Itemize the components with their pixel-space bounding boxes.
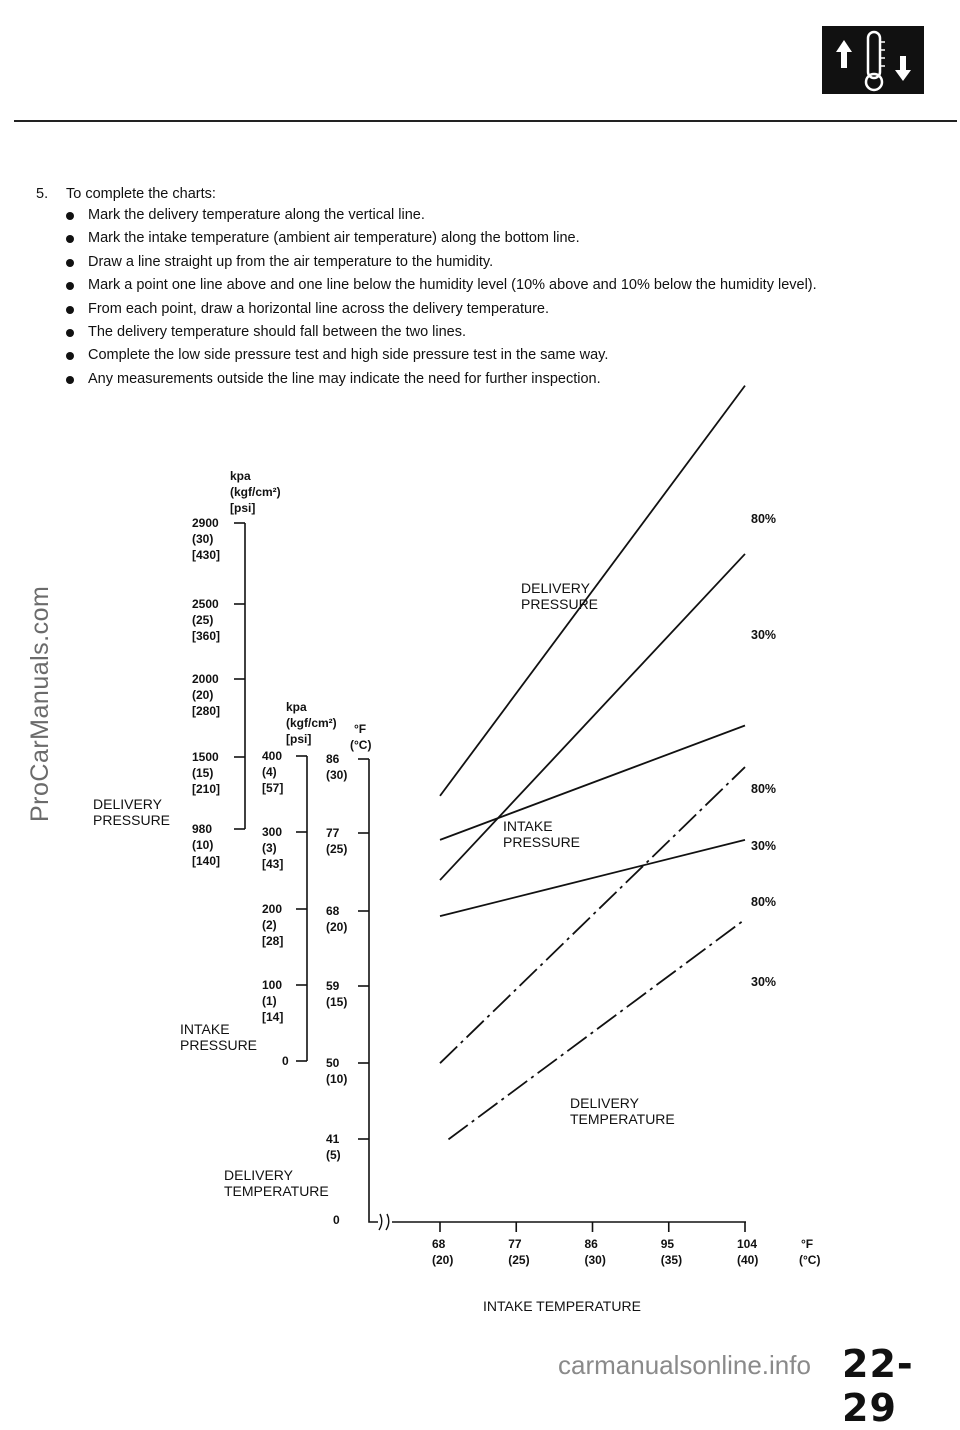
side-watermark: ProCarManuals.com <box>26 585 54 822</box>
delivery-pressure-unit: [psi] <box>230 501 256 515</box>
series-line <box>440 767 745 1063</box>
list-item-text: Mark the delivery temperature along the vertical line. <box>88 207 425 223</box>
region-label-intake-pressure: INTAKE <box>503 818 553 834</box>
series-line <box>440 840 745 916</box>
delivery-pressure-tick-label: (15) <box>192 766 214 780</box>
series-label: 30% <box>751 839 777 853</box>
intake-pressure-tick-label: 100 <box>262 978 283 992</box>
x-axis-tick-label: (30) <box>584 1253 606 1267</box>
series-label: 80% <box>751 895 777 909</box>
delivery-temperature-tick-label: (25) <box>326 842 348 856</box>
region-label-intake-pressure: PRESSURE <box>503 834 581 850</box>
delivery-temperature-tick-label: 77 <box>326 826 340 840</box>
x-axis-tick-label: 86 <box>584 1237 598 1251</box>
list-item-text: Complete the low side pressure test and high side pressure test in the same way. <box>88 347 609 364</box>
delivery-pressure-tick-label: [140] <box>192 854 221 868</box>
delivery-temperature-axis-label: TEMPERATURE <box>224 1183 329 1199</box>
intake-pressure-axis-label: PRESSURE <box>180 1037 258 1053</box>
step-number: 5. <box>36 186 49 202</box>
intake-pressure-tick-label: (3) <box>262 841 277 855</box>
x-axis-tick-label: 77 <box>508 1237 522 1251</box>
x-axis-tick-label: 104 <box>737 1237 758 1251</box>
delivery-pressure-tick-label: [210] <box>192 782 221 796</box>
series-label: 80% <box>751 512 777 526</box>
list-item-text: Any measurements outside the line may indicate the need for further inspection. <box>88 370 601 387</box>
delivery-temperature-tick-label: 59 <box>326 979 340 993</box>
intake-pressure-tick-label: (4) <box>262 765 277 779</box>
intake-pressure-tick-label: [28] <box>262 934 284 948</box>
bottom-watermark: carmanualsonline.info <box>558 1350 811 1380</box>
delivery-temperature-tick-label: 50 <box>326 1056 340 1070</box>
x-axis-tick-label: (40) <box>737 1253 759 1267</box>
delivery-temperature-tick-label: (15) <box>326 995 348 1009</box>
intake-pressure-tick-label: [43] <box>262 857 284 871</box>
delivery-pressure-tick-label: [360] <box>192 629 221 643</box>
intake-pressure-tick-label: (1) <box>262 994 277 1008</box>
delivery-temperature-tick-label: 68 <box>326 904 340 918</box>
series-line <box>440 386 745 796</box>
delivery-temperature-tick-label: (5) <box>326 1148 341 1162</box>
x-axis-tick-label: (20) <box>432 1253 454 1267</box>
region-label-delivery-temperature: DELIVERY <box>570 1095 639 1111</box>
delivery-temperature-tick-label: (10) <box>326 1072 348 1086</box>
delivery-pressure-tick-label: (20) <box>192 688 214 702</box>
delivery-temperature-tick-label: (30) <box>326 768 348 782</box>
x-axis-unit: (°C) <box>799 1253 821 1267</box>
delivery-temperature-unit: (°C) <box>350 738 372 752</box>
region-label-delivery-temperature: TEMPERATURE <box>570 1111 675 1127</box>
series-line <box>440 726 745 840</box>
x-axis-tick-label: (35) <box>660 1253 683 1267</box>
x-axis-tick-label: 95 <box>660 1237 675 1251</box>
intake-pressure-unit: [psi] <box>286 732 312 746</box>
series-label: 30% <box>751 628 777 642</box>
delivery-pressure-unit: kpa <box>230 469 251 483</box>
delivery-temperature-tick-label: (20) <box>326 920 348 934</box>
series-label: 80% <box>751 782 777 796</box>
delivery-pressure-axis-label: PRESSURE <box>93 812 171 828</box>
intake-pressure-unit: kpa <box>286 700 307 714</box>
page-number: 22-29 <box>842 1342 914 1430</box>
series-label: 30% <box>751 975 777 989</box>
intake-pressure-tick-label: (2) <box>262 918 277 932</box>
intake-pressure-tick-label: [57] <box>262 781 284 795</box>
x-axis-break-icon <box>379 1214 389 1230</box>
delivery-temperature-unit: °F <box>354 722 367 736</box>
x-axis-unit: °F <box>801 1237 814 1251</box>
delivery-pressure-tick-label: 980 <box>192 822 213 836</box>
list-item-text: Draw a line straight up from the air temperature to the humidity. <box>88 253 494 270</box>
delivery-pressure-tick-label: (25) <box>192 613 214 627</box>
step-intro-text: To complete the charts: <box>66 186 216 202</box>
intake-pressure-axis-label: INTAKE <box>180 1021 230 1037</box>
list-item-text: From each point, draw a horizontal line across the delivery temperature. <box>88 300 549 317</box>
list-item-text: Mark a point one line above and one line below the humidity level (10% above and 10% below the humidity level). <box>88 277 817 294</box>
x-axis-tick-label: 68 <box>432 1237 446 1251</box>
x-axis-zero-label: 0 <box>333 1213 340 1227</box>
intake-pressure-tick-label: 0 <box>282 1054 289 1068</box>
delivery-pressure-tick-label: (10) <box>192 838 214 852</box>
intake-pressure-unit: (kgf/cm²) <box>286 716 337 730</box>
list-item-text: Mark the intake temperature (ambient air temperature) along the bottom line. <box>88 230 580 247</box>
delivery-pressure-tick-label: 2500 <box>192 597 219 611</box>
delivery-pressure-unit: (kgf/cm²) <box>230 485 281 499</box>
region-label-delivery-pressure: DELIVERY <box>521 580 590 596</box>
intake-pressure-tick-label: 200 <box>262 902 283 916</box>
delivery-temperature-tick-label: 86 <box>326 752 340 766</box>
region-label-delivery-pressure: PRESSURE <box>521 596 599 612</box>
delivery-temperature-tick-label: 41 <box>326 1132 340 1146</box>
intake-pressure-tick-label: 400 <box>262 749 283 763</box>
delivery-pressure-tick-label: (30) <box>192 532 214 546</box>
delivery-pressure-tick-label: [430] <box>192 548 221 562</box>
x-axis-corner <box>369 1209 378 1222</box>
x-axis-tick-label: (25) <box>508 1253 530 1267</box>
delivery-pressure-axis-label: DELIVERY <box>93 796 162 812</box>
x-axis-title: INTAKE TEMPERATURE <box>483 1298 641 1314</box>
delivery-temperature-axis-label: DELIVERY <box>224 1167 293 1183</box>
delivery-pressure-tick-label: 1500 <box>192 750 219 764</box>
delivery-pressure-tick-label: 2000 <box>192 672 219 686</box>
delivery-pressure-tick-label: 2900 <box>192 516 219 530</box>
intake-pressure-tick-label: 300 <box>262 825 283 839</box>
delivery-pressure-tick-label: [280] <box>192 704 221 718</box>
intake-pressure-tick-label: [14] <box>262 1010 284 1024</box>
list-item-text: The delivery temperature should fall between the two lines. <box>88 323 467 340</box>
